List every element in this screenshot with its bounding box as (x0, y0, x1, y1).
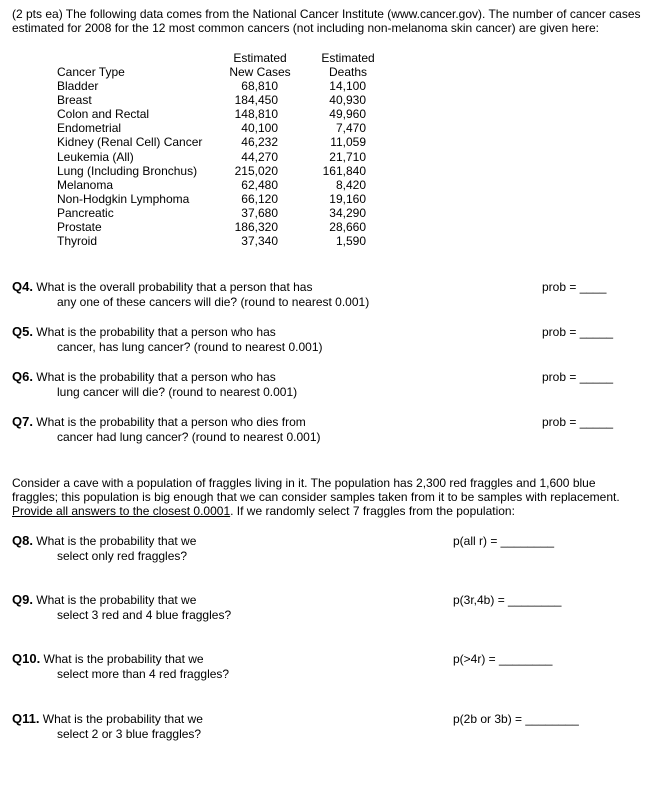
fraggle-line-1: Consider a cave with a population of fraggles living in it. The population has 2,300 red fraggles and 1,600 blue (12, 476, 596, 490)
deaths: 28,660 (329, 220, 366, 234)
question-q5 (12, 324, 323, 355)
question-number: Q8. (12, 533, 33, 548)
intro-text (12, 7, 641, 35)
cancer-type: Pancreatic (57, 205, 114, 220)
deaths: 21,710 (329, 149, 366, 164)
question-line-2: select more than 4 red fraggles? (57, 667, 230, 681)
new-cases: 184,450 (234, 93, 278, 108)
table-row (0, 220, 666, 234)
cancer-type: Prostate (57, 220, 102, 234)
table-row (0, 79, 666, 93)
new-cases: 148,810 (234, 107, 278, 122)
header-deaths-line-2: Deaths (328, 65, 368, 79)
question-number: Q11. (12, 711, 40, 726)
fraggle-line-2: fraggles; this population is big enough that we can consider samples taken from it to be samples with replacement. (12, 490, 620, 504)
question-line-1: What is the probability that a person who has (32, 370, 276, 384)
question-number: Q5. (12, 324, 33, 339)
question-line-1: What is the probability that we (32, 534, 197, 548)
question-line-1: What is the probability that we (40, 652, 204, 666)
question-line-2: select 3 red and 4 blue fraggles? (57, 608, 232, 622)
new-cases: 37,680 (241, 205, 278, 220)
new-cases: 46,232 (241, 135, 278, 150)
intro-line-1: (2 pts ea) The following data comes from the National Cancer Institute (www.cancer.gov). The number of cancer cases (12, 7, 641, 21)
question-number: Q9. (12, 592, 33, 607)
fraggle-line-3-rest: . If we randomly select 7 fraggles from the population: (230, 504, 515, 518)
answer-field[interactable]: prob = _____ (542, 415, 614, 429)
answer-field[interactable]: prob = ____ (542, 280, 607, 294)
table-row (0, 206, 666, 220)
deaths: 1,590 (335, 234, 366, 249)
deaths: 8,420 (335, 177, 366, 192)
deaths: 19,160 (329, 191, 366, 206)
question-line-1: What is the probability that a person who has (32, 325, 276, 339)
table-row (0, 135, 666, 149)
question-line-1: What is the probability that a person who dies from (32, 415, 306, 429)
question-number: Q4. (12, 279, 33, 294)
header-deaths-line-1: Estimated (321, 51, 375, 65)
question-number: Q6. (12, 369, 33, 384)
table-row (0, 107, 666, 121)
table-row (0, 234, 666, 248)
question-line-2: any one of these cancers will die? (round to nearest 0.001) (57, 295, 370, 309)
table-row (0, 178, 666, 192)
fraggle-line-3 (12, 504, 620, 518)
table-row (0, 93, 666, 107)
question-q8 (12, 533, 196, 564)
answer-field[interactable]: prob = _____ (542, 370, 614, 384)
cancer-type: Leukemia (All) (57, 149, 134, 164)
question-q6 (12, 369, 297, 400)
deaths: 49,960 (329, 107, 366, 122)
deaths: 7,470 (335, 121, 366, 136)
question-line-2: select only red fraggles? (57, 549, 188, 563)
question-number: Q10. (12, 651, 41, 666)
deaths: 11,059 (330, 135, 366, 150)
fraggle-underlined: Provide all answers to the closest 0.0001 (12, 504, 231, 518)
cancer-type: Endometrial (57, 121, 122, 136)
new-cases: 186,320 (234, 220, 278, 234)
new-cases: 215,020 (234, 163, 278, 178)
table-row (0, 164, 666, 178)
cancer-type: Kidney (Renal Cell) Cancer (57, 135, 203, 150)
new-cases: 68,810 (241, 79, 278, 93)
cancer-type: Non-Hodgkin Lymphoma (57, 191, 190, 206)
answer-field[interactable]: prob = _____ (542, 325, 614, 339)
deaths: 40,930 (329, 93, 366, 108)
new-cases: 44,270 (241, 149, 278, 164)
answer-field[interactable]: p(2b or 3b) = ________ (453, 712, 579, 726)
header-cases (224, 51, 296, 79)
question-line-2: select 2 or 3 blue fraggles? (57, 727, 202, 741)
question-q10 (12, 651, 229, 682)
answer-field[interactable]: p(3r,4b) = ________ (453, 593, 562, 607)
question-number: Q7. (12, 414, 33, 429)
question-line-1: What is the probability that we (32, 593, 197, 607)
table-row (0, 192, 666, 206)
table-row (0, 150, 666, 164)
question-q9 (12, 592, 231, 623)
header-type: Cancer Type (57, 65, 125, 79)
new-cases: 40,100 (241, 121, 278, 136)
answer-field[interactable]: p(all r) = ________ (453, 534, 555, 548)
cancer-type: Breast (57, 93, 92, 108)
question-line-2: cancer, has lung cancer? (round to nearest 0.001) (57, 340, 323, 354)
question-line-1: What is the probability that we (39, 712, 203, 726)
intro-line-2: estimated for 2008 for the 12 most common cancers (not including non-melanoma skin cancer) are given here: (12, 21, 599, 35)
fraggle-intro (12, 476, 620, 518)
question-q11 (12, 711, 203, 742)
header-cases-line-1: Estimated (233, 51, 287, 65)
answer-field[interactable]: p(>4r) = ________ (453, 652, 553, 666)
header-cases-line-2: New Cases (229, 65, 291, 79)
cancer-type: Lung (Including Bronchus) (57, 163, 198, 178)
deaths: 14,100 (329, 79, 366, 93)
cancer-type: Thyroid (57, 234, 98, 249)
deaths: 161,840 (322, 163, 366, 178)
question-line-1: What is the overall probability that a person that has (32, 280, 313, 294)
cancer-type: Bladder (57, 79, 99, 93)
question-line-2: lung cancer will die? (round to nearest 0.001) (57, 385, 298, 399)
header-deaths (314, 51, 382, 79)
new-cases: 37,340 (241, 234, 278, 249)
cancer-type: Colon and Rectal (57, 107, 150, 122)
question-q7 (12, 414, 321, 445)
new-cases: 62,480 (241, 177, 278, 192)
question-q4 (12, 279, 369, 310)
new-cases: 66,120 (241, 191, 278, 206)
table-row (0, 121, 666, 135)
deaths: 34,290 (329, 205, 366, 220)
question-line-2: cancer had lung cancer? (round to nearest 0.001) (57, 430, 321, 444)
cancer-type: Melanoma (57, 177, 114, 192)
